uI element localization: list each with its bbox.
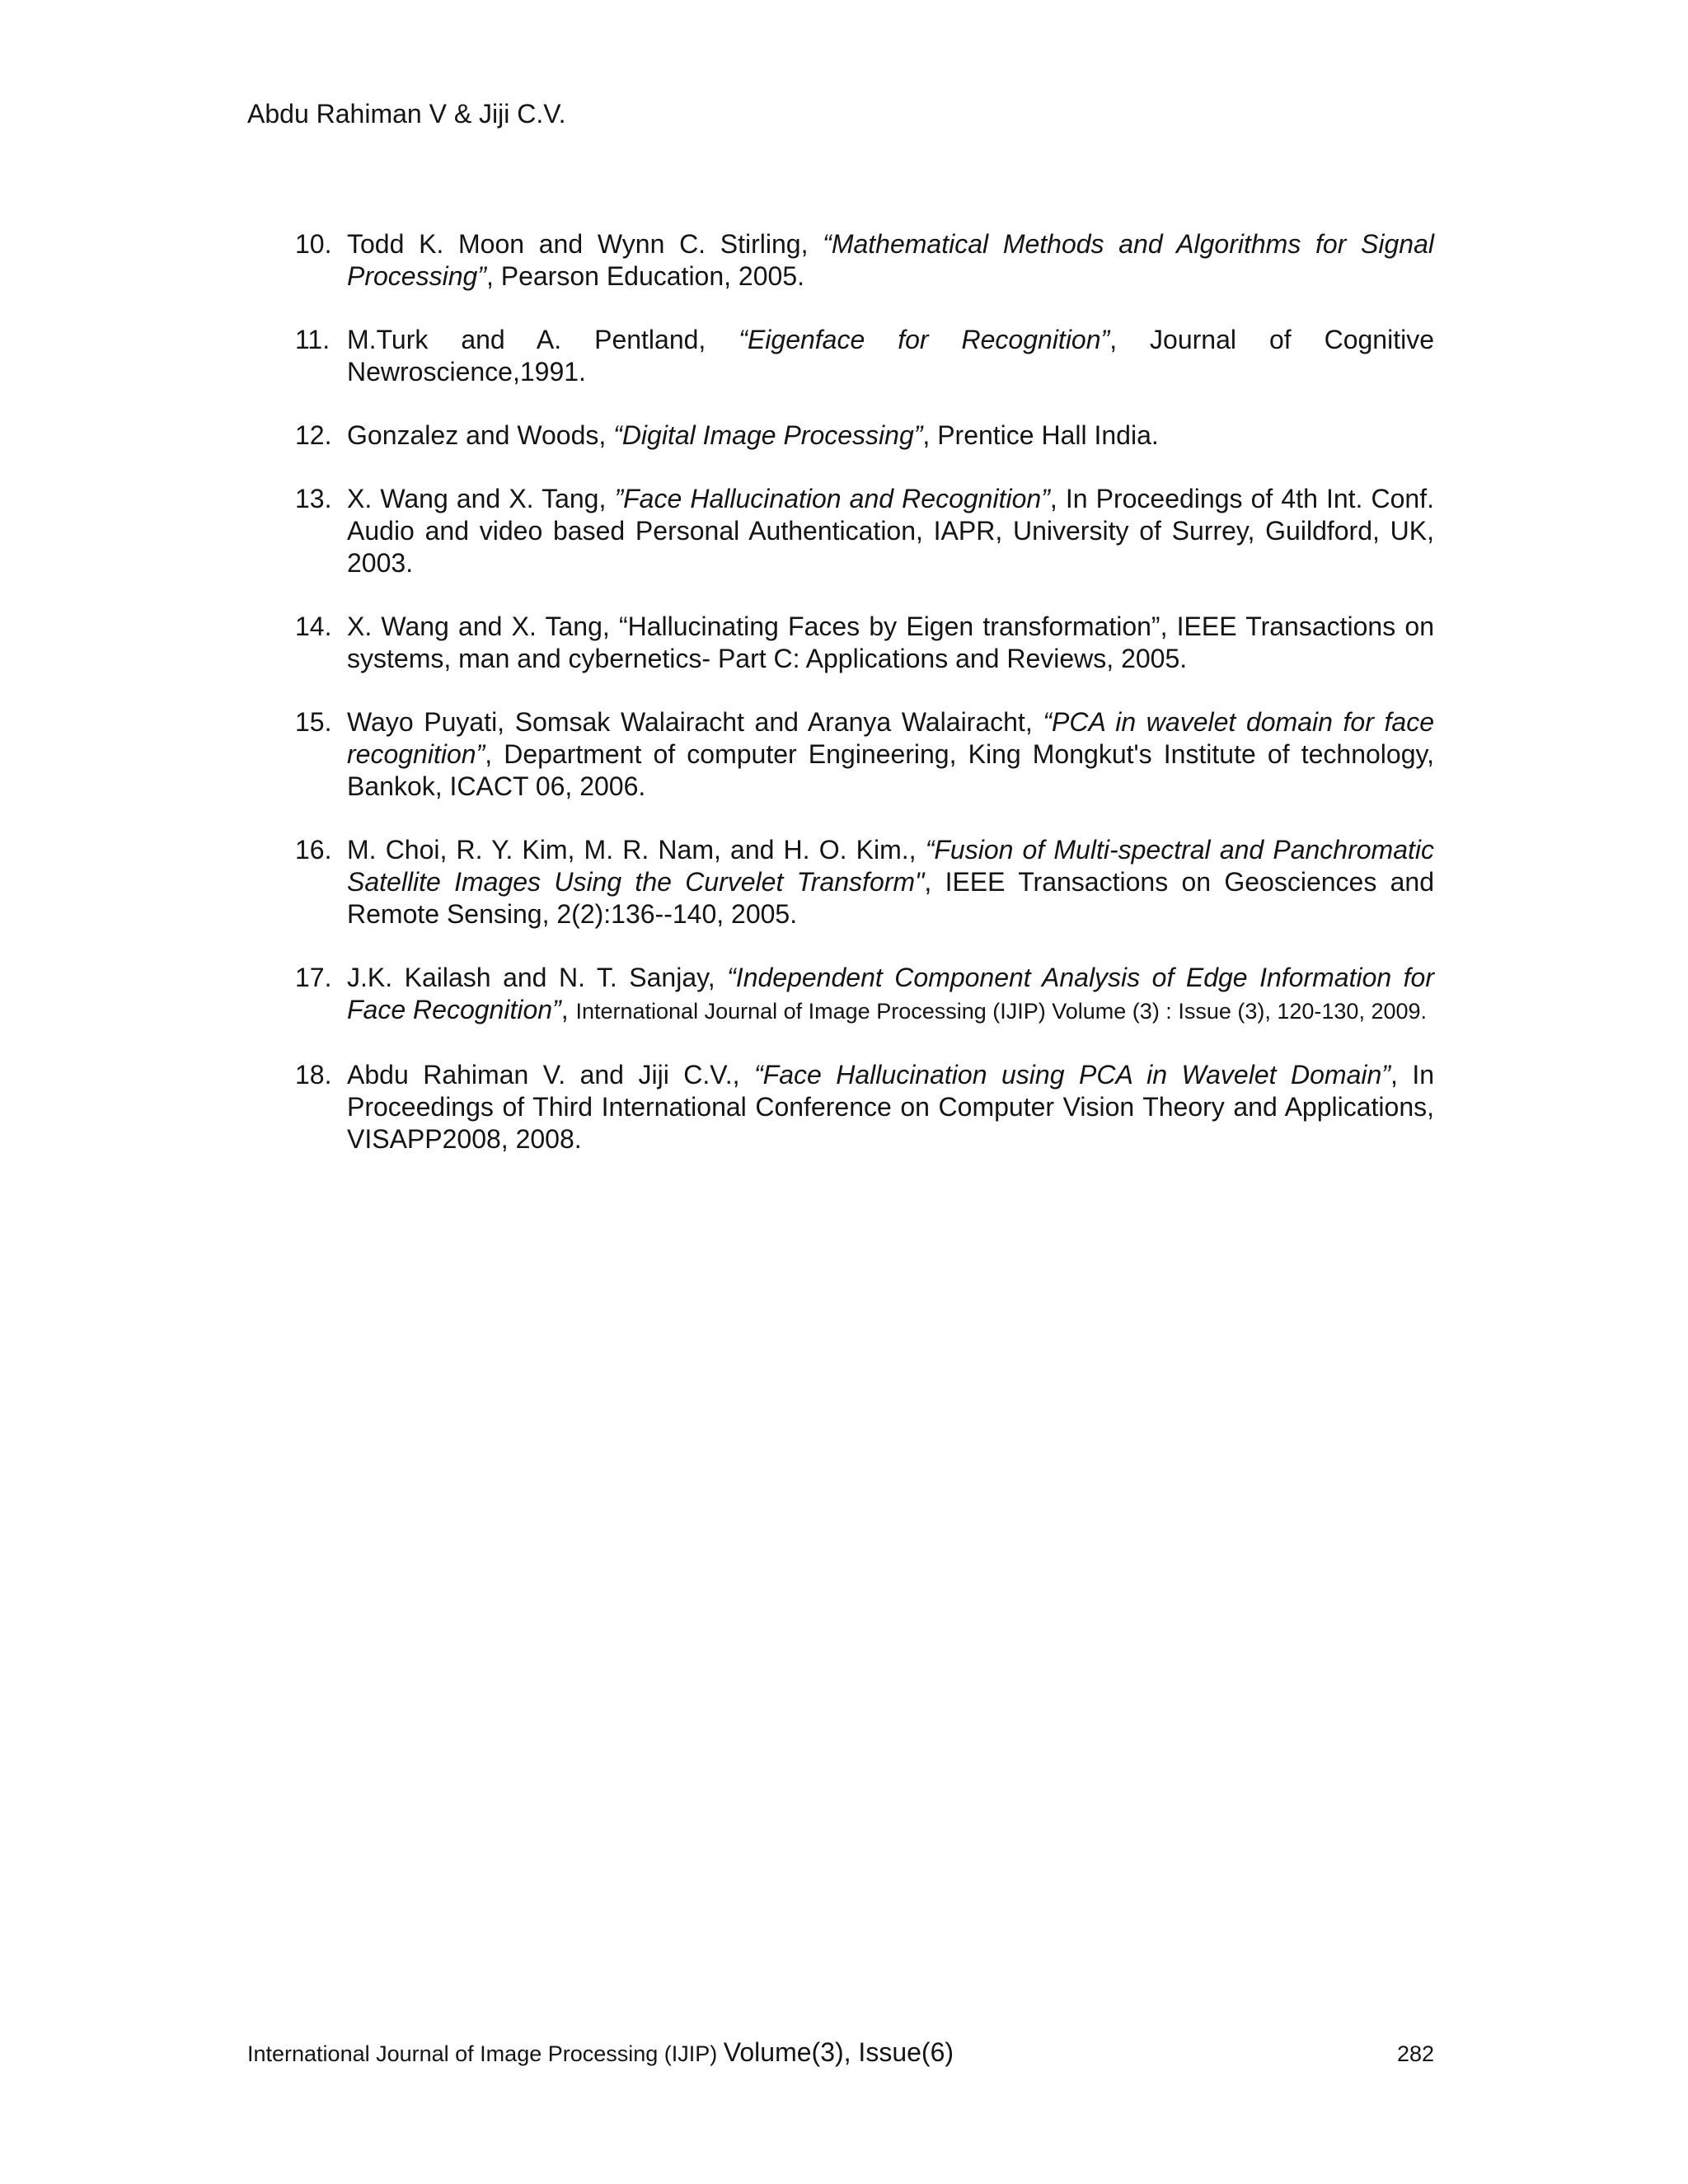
reference-text [347, 834, 1434, 930]
reference-authors: Todd K. Moon and Wynn C. Stirling, [347, 229, 823, 259]
reference-authors: M.Turk and A. Pentland, [347, 325, 739, 354]
reference-item [295, 228, 1434, 293]
footer-volume-issue: Volume(3), Issue(6) [723, 2037, 954, 2067]
reference-number: 13. [295, 484, 332, 513]
reference-title: “Eigenface for Recognition” [738, 325, 1110, 354]
reference-number: 18. [295, 1060, 332, 1090]
reference-number: 11. [295, 325, 331, 354]
reference-text [347, 228, 1434, 293]
footer-citation [247, 2037, 954, 2068]
running-head: Abdu Rahiman V & Jiji C.V. [247, 99, 566, 129]
reference-item [295, 419, 1434, 452]
reference-title: “Independent Component Analysis of Edge Information for Face Recognition” [347, 963, 1434, 1024]
reference-title: ”Face Hallucination and Recognition” [614, 484, 1050, 513]
reference-authors: Abdu Rahiman V. and Jiji C.V., [347, 1060, 754, 1090]
reference-authors: Wayo Puyati, Somsak Walairacht and Aranya Walairacht, [347, 707, 1043, 737]
reference-item [295, 611, 1434, 675]
reference-source: , In Proceedings of Third International Conference on Computer Vision Theory and Applications, VISAPP2008, 2008. [347, 1060, 1435, 1154]
reference-authors: X. Wang and X. Tang, [347, 484, 615, 513]
reference-source: , IEEE Transactions on Geosciences and Remote Sensing, 2(2):136--140, 2005. [347, 867, 1434, 929]
reference-full-text: X. Wang and X. Tang, “Hallucinating Faces by Eigen transformation”, IEEE Transactions on systems, man and cybernetics- Part C: Applications and Reviews, 2005. [347, 612, 1434, 673]
reference-text [347, 611, 1434, 675]
reference-title: “Digital Image Processing” [613, 420, 923, 450]
reference-source: , In Proceedings of 4th Int. Conf. Audio and video based Personal Authentication, IAPR, University of Surrey, Guildford, UK, 2003. [347, 484, 1435, 578]
page-footer [247, 2037, 1434, 2068]
reference-authors: J.K. Kailash and N. T. Sanjay, [347, 963, 728, 992]
reference-authors: M. Choi, R. Y. Kim, M. R. Nam, and H. O. Kim., [347, 835, 926, 865]
reference-title: “Mathematical Methods and Algorithms for Signal Processing” [347, 229, 1435, 291]
reference-text [347, 1059, 1434, 1155]
reference-source: , Department of computer Engineering, King Mongkut's Institute of technology, Bankok, ICACT 06, 2006. [347, 739, 1434, 801]
reference-number: 17. [295, 963, 332, 992]
page-number: 282 [1396, 2041, 1434, 2066]
reference-text [347, 706, 1434, 803]
reference-source: , Pearson Education, 2005. [485, 261, 804, 291]
footer-journal: International Journal of Image Processing (IJIP) [247, 2041, 724, 2066]
reference-number: 14. [295, 612, 332, 641]
reference-item [295, 834, 1434, 930]
reference-separator: , [560, 995, 576, 1024]
reference-number: 15. [295, 707, 332, 737]
reference-source: , Journal of Cognitive Newroscience,1991. [347, 325, 1435, 387]
reference-list [295, 228, 1434, 1155]
reference-text [347, 324, 1434, 388]
reference-source: , Prentice Hall India. [922, 420, 1159, 450]
reference-item [295, 962, 1434, 1028]
reference-title: “Face Hallucination using PCA in Wavelet Domain” [753, 1060, 1390, 1090]
reference-text [347, 483, 1434, 579]
reference-title: “Fusion of Multi-spectral and Panchromatic Satellite Images Using the Curvelet Transform" [347, 835, 1435, 897]
reference-item [295, 706, 1434, 803]
reference-text [347, 419, 1434, 452]
reference-source: International Journal of Image Processing (IJIP) Volume (3) : Issue (3), 120-130, 2009. [575, 999, 1428, 1024]
reference-text [347, 962, 1434, 1028]
reference-item [295, 324, 1434, 388]
reference-number: 10. [295, 229, 332, 259]
reference-title: “PCA in wavelet domain for face recognition” [347, 707, 1435, 769]
reference-number: 16. [295, 835, 332, 865]
reference-authors: Gonzalez and Woods, [347, 420, 614, 450]
reference-item [295, 1059, 1434, 1155]
reference-item [295, 483, 1434, 579]
reference-number: 12. [295, 420, 332, 450]
